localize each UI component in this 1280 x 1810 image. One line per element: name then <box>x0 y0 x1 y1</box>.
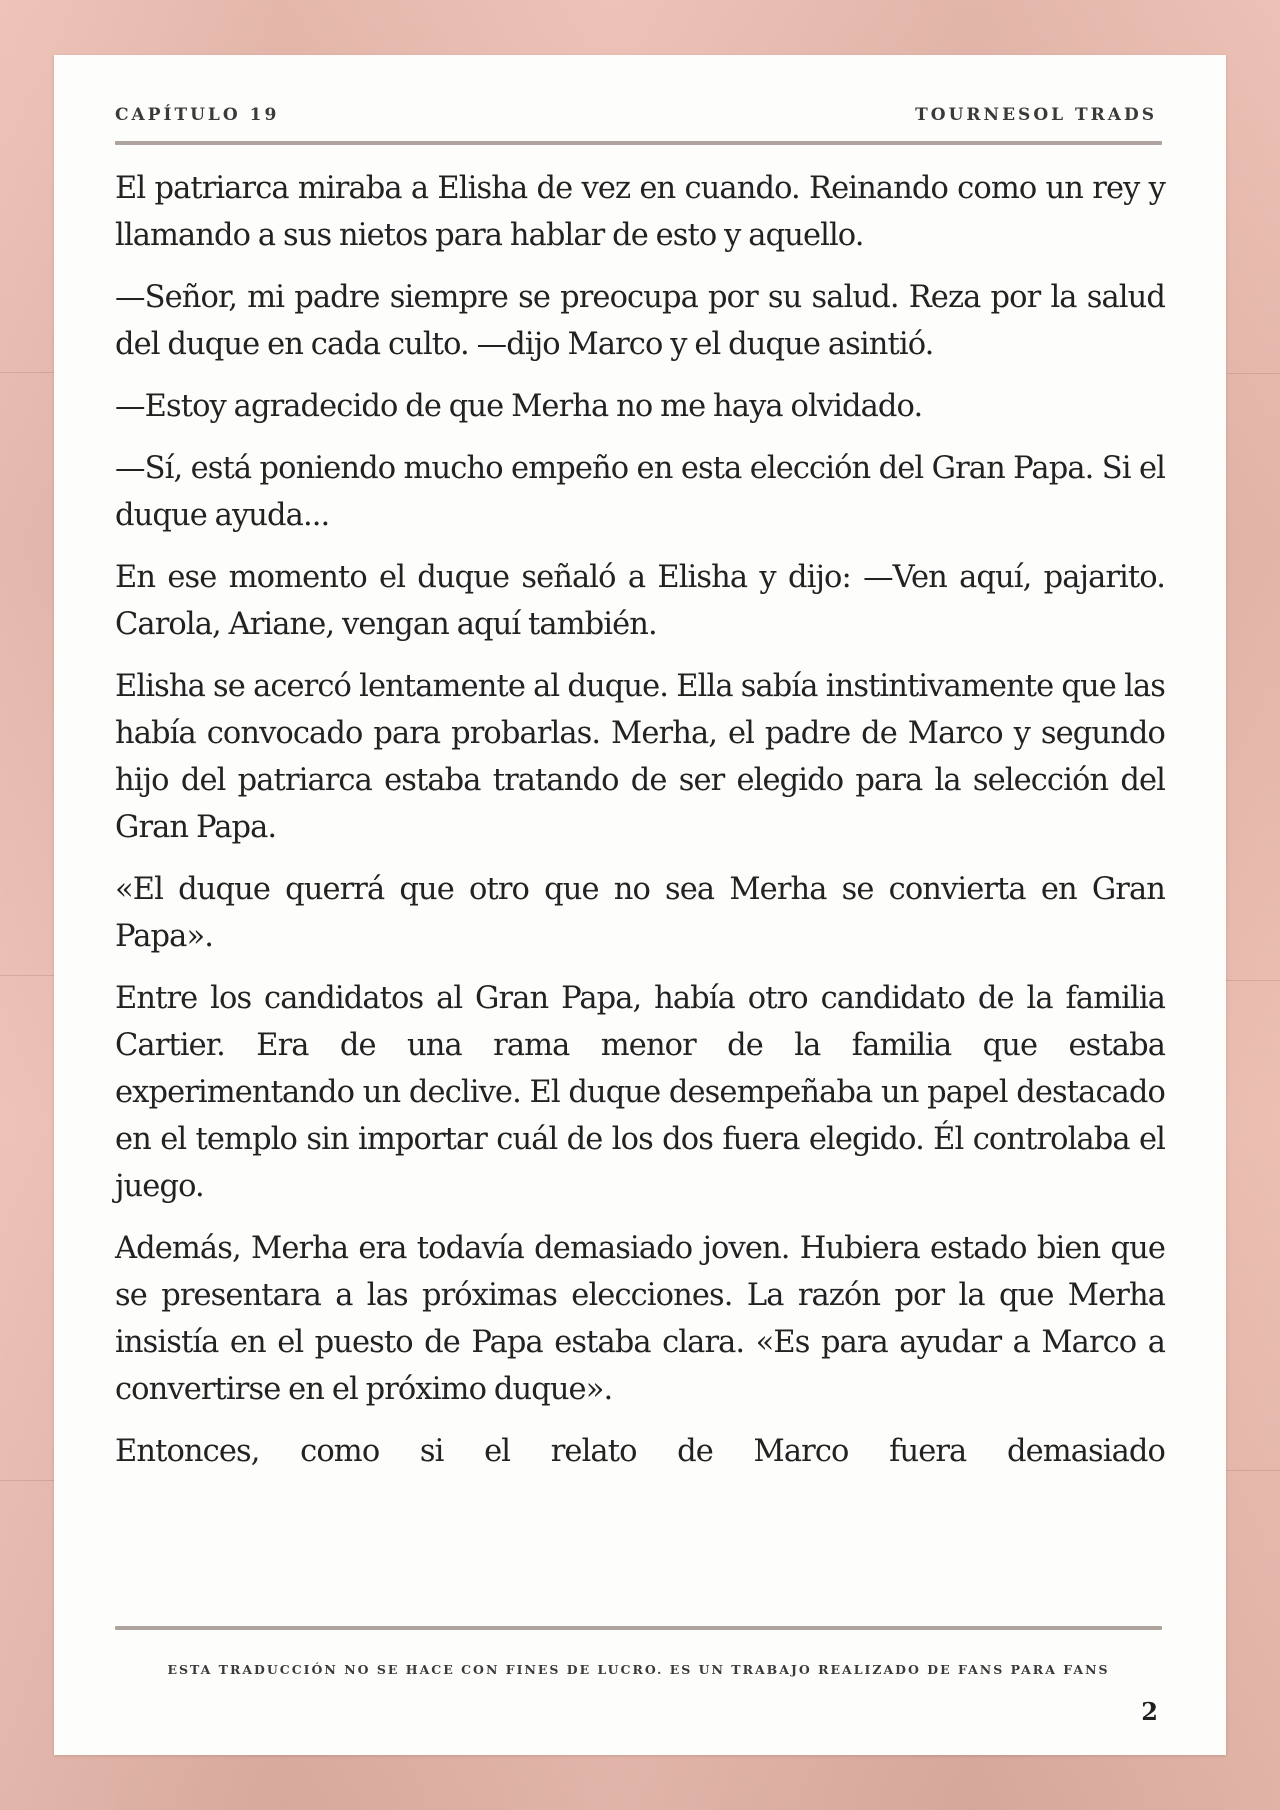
footer-divider <box>115 1626 1162 1630</box>
document-page <box>54 55 1226 1755</box>
page-number: 2 <box>1141 1697 1158 1726</box>
translator-name: TOURNESOL TRADS <box>915 105 1157 125</box>
paragraph: —Sí, está poniendo mucho empeño en esta elección del Gran Papa. Si el duque ayuda... <box>115 451 1165 533</box>
paper-crease <box>1226 980 1280 981</box>
chapter-body <box>115 165 1165 1475</box>
paragraph: Entre los candidatos al Gran Papa, había otro candidato de la familia Cartier. Era de una rama menor de la familia que estaba experimentando un declive. El duque desempeñaba un papel destacado en el templo sin importar cuál de los dos fuera elegido. Él controlaba el juego. <box>115 981 1165 1204</box>
paper-crease <box>1226 373 1280 374</box>
paragraph: Entonces, como si el relato de Marco fuera demasiado <box>115 1434 1165 1469</box>
paper-crease <box>0 372 54 373</box>
paragraph: Elisha se acercó lentamente al duque. Ella sabía instintivamente que las había convocado para probarlas. Merha, el padre de Marco y segundo hijo del patriarca estaba tratando de ser elegido para la selección del Gran Papa. <box>115 669 1165 845</box>
paragraph: El patriarca miraba a Elisha de vez en cuando. Reinando como un rey y llamando a sus nietos para hablar de esto y aquello. <box>115 171 1165 253</box>
paper-crease <box>0 975 54 976</box>
paper-crease <box>1226 1470 1280 1471</box>
paragraph: «El duque querrá que otro que no sea Merha se convierta en Gran Papa». <box>115 872 1165 954</box>
paragraph: —Estoy agradecido de que Merha no me haya olvidado. <box>115 389 923 424</box>
footer-disclaimer: ESTA TRADUCCIÓN NO SE HACE CON FINES DE LUCRO. ES UN TRABAJO REALIZADO DE FANS PARA FANS <box>167 1662 1110 1677</box>
page-header <box>115 105 1157 129</box>
paragraph: Además, Merha era todavía demasiado joven. Hubiera estado bien que se presentara a las próximas elecciones. La razón por la que Merha insistía en el puesto de Papa estaba clara. «Es para ayudar a Marco a convertirse en el próximo duque». <box>115 1231 1165 1407</box>
chapter-title: CAPÍTULO 19 <box>115 105 280 125</box>
paper-crease <box>0 1480 54 1481</box>
paragraph: En ese momento el duque señaló a Elisha y dijo: —Ven aquí, pajarito. Carola, Ariane, vengan aquí también. <box>115 560 1165 642</box>
paragraph: —Señor, mi padre siempre se preocupa por su salud. Reza por la salud del duque en cada culto. —dijo Marco y el duque asintió. <box>115 280 1165 362</box>
header-divider <box>115 141 1162 145</box>
